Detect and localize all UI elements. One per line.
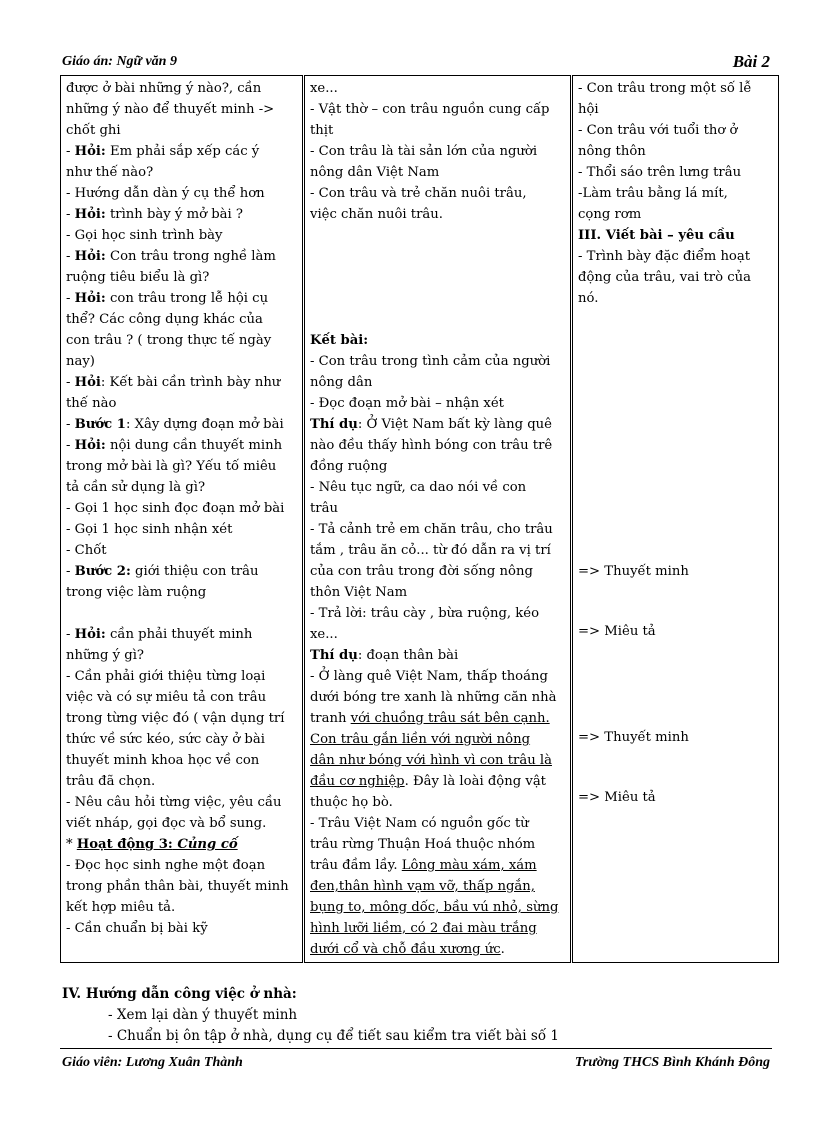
- text-line: - Trả lời: trâu cày , bừa ruộng, kéo: [310, 606, 540, 621]
- text-line: - Hỏi: Con trâu trong nghề làm: [66, 249, 276, 264]
- text-line: dân như bóng với hình vì con trâu là: [310, 753, 552, 768]
- text-line: kết hợp miêu tả.: [66, 900, 176, 915]
- text-line: - Gọi học sinh trình bày: [66, 228, 223, 243]
- text-line: trong mở bài là gì? Yếu tố miêu: [66, 459, 277, 474]
- text-line: hình lưỡi liềm, có 2 đai màu trắng: [310, 921, 537, 936]
- text-line: - Đọc học sinh nghe một đoạn: [66, 858, 266, 873]
- text-line: những ý gì?: [66, 648, 144, 663]
- text-line: đầu cơ nghiệp. Đây là loài động vật: [310, 774, 546, 789]
- method-note: => Thuyết minh: [578, 564, 689, 579]
- text-line: - Hỏi: Em phải sắp xếp các ý: [66, 144, 260, 159]
- content-column: [304, 76, 572, 963]
- text-line: [310, 225, 565, 246]
- text-line: Con trâu gắn liền với người nông: [310, 732, 531, 747]
- text-line: viết nháp, gọi đọc và bổ sung.: [66, 816, 267, 831]
- text-line: thế nào: [66, 396, 117, 411]
- text-line: [310, 288, 565, 309]
- text-line: tranh với chuồng trâu sát bên cạnh.: [310, 711, 550, 726]
- text-line: chốt ghi: [66, 123, 121, 138]
- text-line: - Trình bày đặc điểm hoạt: [578, 249, 751, 264]
- text-line: đồng ruộng: [310, 459, 388, 474]
- text-line: đen,thân hình vạm vỡ, thấp ngắn,: [310, 879, 535, 894]
- text-line: - Gọi 1 học sinh đọc đoạn mở bài: [66, 501, 285, 516]
- text-line: trong từng việc đó ( vận dụng trí: [66, 711, 285, 726]
- text-line: - Hỏi: con trâu trong lễ hội cụ: [66, 291, 269, 306]
- text-line: việc và có sự miêu tả con trâu: [66, 690, 267, 705]
- text-line: trâu rừng Thuận Hoá thuộc nhóm: [310, 837, 536, 852]
- text-line: - Tả cảnh trẻ em chăn trâu, cho trâu: [310, 522, 553, 537]
- text-line: thuyết minh khoa học về con: [66, 753, 260, 768]
- page-footer: [60, 1055, 772, 1079]
- text-line: động của trâu, vai trò của: [578, 270, 751, 285]
- text-line: [66, 603, 297, 624]
- text-line: - Trâu Việt Nam có nguồn gốc từ: [310, 816, 529, 831]
- text-line: - Ở làng quê Việt Nam, thấp thoáng: [310, 669, 548, 684]
- text-line: việc chăn nuôi trâu.: [310, 207, 443, 222]
- text-line: nó.: [578, 291, 599, 306]
- text-line: ruộng tiêu biểu là gì?: [66, 270, 210, 285]
- text-line: trâu: [310, 501, 338, 516]
- text-line: tắm , trâu ăn cỏ... từ đó dẫn ra vị trí: [310, 543, 551, 558]
- method-notes: [578, 561, 773, 808]
- text-line: - Con trâu trong một số lễ: [578, 81, 752, 96]
- text-line: được ở bài những ý nào?, cần: [66, 81, 262, 96]
- text-line: - Con trâu và trẻ chăn nuôi trâu,: [310, 186, 527, 201]
- text-line: thuộc họ bò.: [310, 795, 393, 810]
- text-line: - Nêu tục ngữ, ca dao nói về con: [310, 480, 527, 495]
- footer-teacher: Giáo viên: Lương Xuân Thành: [62, 1055, 243, 1070]
- text-line: - Hỏi: trình bày ý mở bài ?: [66, 207, 243, 222]
- text-line: III. Viết bài – yêu cầu: [578, 228, 735, 243]
- text-line: - Bước 1: Xây dựng đoạn mở bài: [66, 417, 284, 432]
- homework-section: [62, 984, 559, 1047]
- text-line: - Hỏi: Kết bài cần trình bày như: [66, 375, 281, 390]
- text-line: - Chốt: [66, 543, 107, 558]
- lesson-table: [60, 75, 779, 963]
- text-line: những ý nào để thuyết minh ->: [66, 102, 275, 117]
- text-line: trâu đầm lầy. Lông màu xám, xám: [310, 858, 537, 873]
- text-line: - Hướng dẫn dàn ý cụ thể hơn: [66, 186, 265, 201]
- text-line: - Hỏi: nội dung cần thuyết minh: [66, 438, 283, 453]
- text-line: bụng to, mông dốc, bầu vú nhỏ, sừng: [310, 900, 559, 915]
- text-line: trong việc làm ruộng: [66, 585, 207, 600]
- text-line: dưới bóng tre xanh là những căn nhà: [310, 690, 557, 705]
- text-line: - Thổi sáo trên lưng trâu: [578, 165, 742, 180]
- text-line: - Cần chuẩn bị bài kỹ: [66, 921, 208, 936]
- text-line: xe...: [310, 627, 338, 642]
- text-line: Thí dụ: Ở Việt Nam bất kỳ làng quê: [310, 417, 552, 432]
- text-line: hội: [578, 102, 599, 117]
- text-line: của con trâu trong đời sống nông: [310, 564, 533, 579]
- text-line: -Làm trâu bằng lá mít,: [578, 186, 728, 201]
- text-line: - Nêu câu hỏi từng việc, yêu cầu: [66, 795, 282, 810]
- text-line: Kết bài:: [310, 333, 369, 348]
- text-line: con trâu ? ( trong thực tế ngày: [66, 333, 272, 348]
- text-line: - Con trâu là tài sản lớn của người: [310, 144, 538, 159]
- text-line: - Hỏi: cần phải thuyết minh: [66, 627, 253, 642]
- page-header: [60, 50, 772, 74]
- method-note: => Miêu tả: [578, 624, 656, 639]
- text-line: nay): [66, 354, 95, 369]
- text-line: cọng rơm: [578, 207, 642, 222]
- method-note: => Miêu tả: [578, 790, 656, 805]
- table-row: [61, 76, 779, 963]
- notes-column: [572, 76, 779, 963]
- text-line: thức về sức kéo, sức cày ở bài: [66, 732, 265, 747]
- text-line: Thí dụ: đoạn thân bài: [310, 648, 459, 663]
- text-line: - Gọi 1 học sinh nhận xét: [66, 522, 233, 537]
- method-note: => Thuyết minh: [578, 730, 689, 745]
- text-line: [310, 246, 565, 267]
- text-line: như thế nào?: [66, 165, 154, 180]
- homework-title: IV. Hướng dẫn công việc ở nhà:: [62, 986, 297, 1002]
- text-line: - Đọc đoạn mở bài – nhận xét: [310, 396, 504, 411]
- homework-item: - Xem lại dàn ý thuyết minh: [108, 1007, 298, 1023]
- text-line: dưới cổ và chỗ đầu xương ức.: [310, 942, 505, 957]
- text-line: [310, 309, 565, 330]
- notes-list: [578, 78, 773, 309]
- header-lesson-number: Bài 2: [732, 52, 770, 71]
- text-line: [310, 267, 565, 288]
- text-line: - Cần phải giới thiệu từng loại: [66, 669, 266, 684]
- text-line: nông thôn: [578, 144, 646, 159]
- text-line: nào đều thấy hình bóng con trâu trê: [310, 438, 553, 453]
- text-line: trong phần thân bài, thuyết minh: [66, 879, 289, 894]
- text-line: thịt: [310, 123, 334, 138]
- text-line: xe...: [310, 81, 338, 96]
- footer-school: Trường THCS Bình Khánh Đông: [574, 1055, 770, 1070]
- teacher-activity-column: [61, 76, 304, 963]
- text-line: trâu đã chọn.: [66, 774, 156, 789]
- text-line: - Con trâu với tuổi thơ ở: [578, 123, 738, 138]
- footer-divider: [60, 1048, 772, 1049]
- text-line: nông dân Việt Nam: [310, 165, 440, 180]
- header-subject: Giáo án: Ngữ văn 9: [62, 54, 177, 69]
- text-line: thể? Các công dụng khác của: [66, 312, 263, 327]
- text-line: * Hoạt động 3: Củng cố: [66, 837, 238, 852]
- text-line: - Bước 2: giới thiệu con trâu: [66, 564, 259, 579]
- text-line: thôn Việt Nam: [310, 585, 408, 600]
- text-line: tả cần sử dụng là gì?: [66, 480, 206, 495]
- text-line: - Con trâu trong tình cảm của người: [310, 354, 551, 369]
- text-line: - Vật thờ – con trâu nguồn cung cấp: [310, 102, 550, 117]
- homework-item: - Chuẩn bị ôn tập ở nhà, dụng cụ để tiết sau kiểm tra viết bài số 1: [108, 1028, 559, 1044]
- text-line: nông dân: [310, 375, 373, 390]
